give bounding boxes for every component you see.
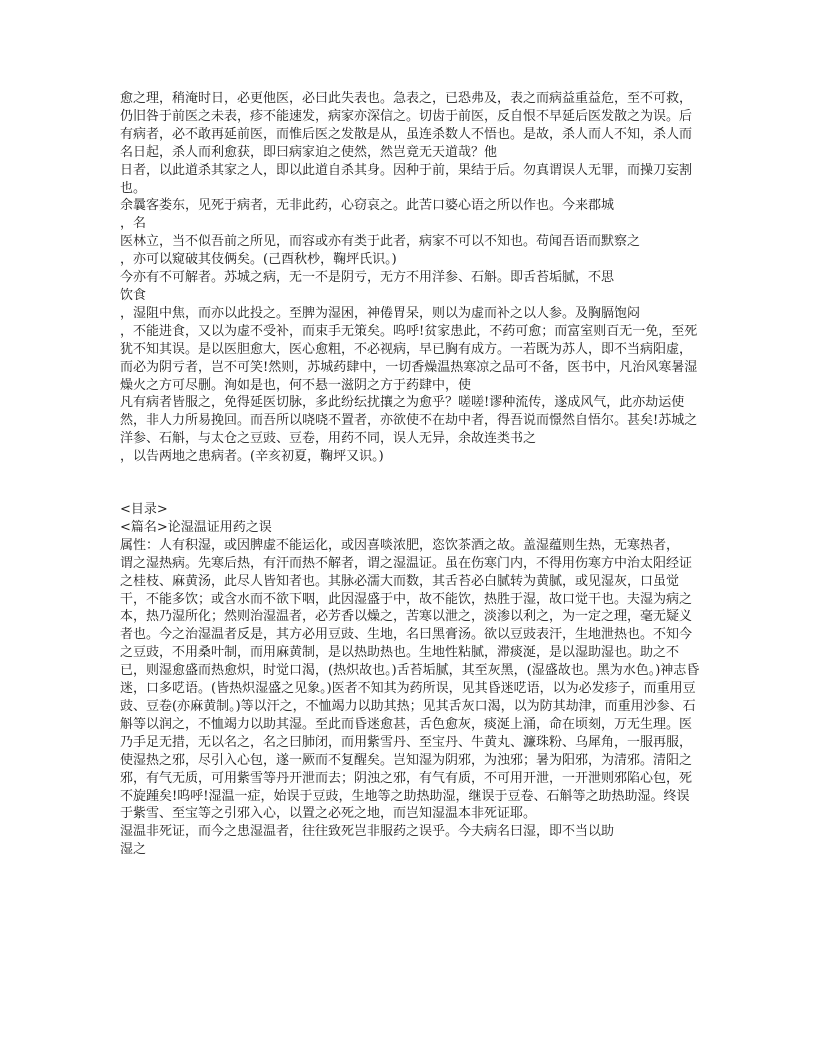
paragraph: 愈之理，稍淹时日，必更他医，必曰此失表也。急表之，已恐弗及，表之而病益重益危，至不可救，仍旧咎于前医之未表，疹不能速发，病家亦深信之。切齿于前医，反自恨不早延后医发散之为误。后有病者，必不敢再延前医，而惟后医之发散是从，虽连杀数人不悟也。是故，杀人而人不知，杀人而名日起，杀人而利愈获，即曰病家迫之使然，然岂竟无天道哉？他 日者，以此道杀其家之人，即以此道自杀其身。因种于前，果结于后。勿真谓误人无罪，而操刀妄割也。 <box>120 91 693 196</box>
section-gap <box>120 466 700 501</box>
document-page <box>120 90 700 859</box>
paragraph: 余曩客娄东，见死于病者，无非此药，心窃哀之。此苦口婆心语之所以作也。今来郡城 ，名 医林立，当不似吾前之所见，而容或亦有类于此者，病家不可以不知也。苟闻吾语而默察之 ，亦可以窥破其伎俩矣。(己酉秋杪，鞠坪氏识。) <box>120 198 641 268</box>
paragraph: 湿温非死证，而今之患湿温者，往往致死岂非服药之误乎。今夫病名曰湿，即不当以助 湿之 <box>120 824 615 858</box>
paragraph: 属性：人有积湿，或因脾虚不能运化，或因喜啖浓肥，恣饮茶酒之故。盖湿蕴则生热，无寒热者， 谓之湿热病。先寒后热，有汗而热不解者，谓之湿温证。虽在伤寒门内，不得用伤寒方中治太阳经证之桂枝、麻黄汤，此尽人皆知者也。其脉必濡大而数，其舌苔必白腻转为黄腻，或见湿灰，口虽觉干，不能多饮；或含水而不欲下咽，此因湿盛于中，故不能饮，热胜于湿，故口觉干也。夫湿为病之本，热乃湿所化；然则治湿温者，必芳香以燥之，苦寒以泄之，淡渗以利之，为一定之理，毫无疑义者也。今之治湿温者反是，其方必用豆豉、生地，名曰黑膏汤。欲以豆豉表汗，生地泄热也。不知今之豆豉，不用桑叶制，而用麻黄制，是以热助热也。生地性粘腻，滞痰涎，是以湿助湿也。助之不已，则湿愈盛而热愈炽，时觉口渴，(热炽故也。)舌苔垢腻，其至灰黑，(湿盛故也。黑为水色。)神志昏迷，口多呓语。(皆热炽湿盛之见象。)医者不知其为药所误，见其昏迷呓语，以为必发疹子，而重用豆豉、豆卷(亦麻黄制。)等以汗之，不恤竭力以助其热；见其舌灰口渴，以为防其劫津，而重用沙参、石斛等以润之，不恤竭力以助其湿。至此而昏迷愈甚，舌色愈灰，痰涎上涌，命在顷刻，万无生理。医乃手足无措，无以名之，名之曰肺闭，而用紫雪丹、至宝丹、牛黄丸、濂珠粉、乌犀角，一服再服，使湿热之邪，尽引入心包，遂一厥而不复醒矣。岂知湿为阴邪，为浊邪；暑为阳邪，为清邪。清阳之邪，有气无质，可用紫雪等丹开泄而去；阴浊之邪，有气有质，不可用开泄，一开泄则邪陷心包，死不旋踵矣!呜呼!湿温一症，始误于豆豉，生地等之助热助湿，继误于豆卷、石斛等之助热助湿。终误于紫雪、至宝等之引邪入心，以置之必死之地，而岂知湿温本非死证耶。 <box>120 537 700 822</box>
section-1 <box>120 90 700 466</box>
paragraph: 今亦有不可解者。苏城之病，无一不是阴亏，无方不用洋参、石斛。即舌苔垢腻，不思 饮食 ，湿阻中焦，而亦以此投之。至脾为湿困，神倦胃呆，则以为虚而补之以人参。及胸膈饱闷 ，不能进食，又以为虚不受补，而束手无策矣。呜呼!贫家患此，不药可愈；而富室则百无一免，至死犹不知其误。是以医胆愈大，医心愈粗，不必视病，早已胸有成方。一若既为苏人，即不当病阳虚，而必为阴亏者，岂不可笑!然则，苏城药肆中，一切香燥温热寒凉之品可不备，医书中，凡治风寒暑湿燥火之方可尽删。洵如是也，何不悬一滋阴之方于药肆中，使 凡有病者皆服之，免得延医切脉，多此纷纭扰攘之为愈乎？嗟嗟!谬种流传，遂成风气，此亦劫运使然，非人力所易挽回。而吾所以哓哓不置者，亦欲使不在劫中者，得吾说而憬然自悟尔。甚矣!苏城之洋参、石斛，与太仓之豆豉、豆卷，用药不同，误人无异，余故连类书之 ，以告两地之患病者。(辛亥初夏，鞠坪又识。) <box>120 270 698 465</box>
chapter-heading: <篇名>论湿温证用药之误 <box>120 519 272 535</box>
section-2 <box>120 537 700 859</box>
toc-label: <目录> <box>120 502 168 518</box>
